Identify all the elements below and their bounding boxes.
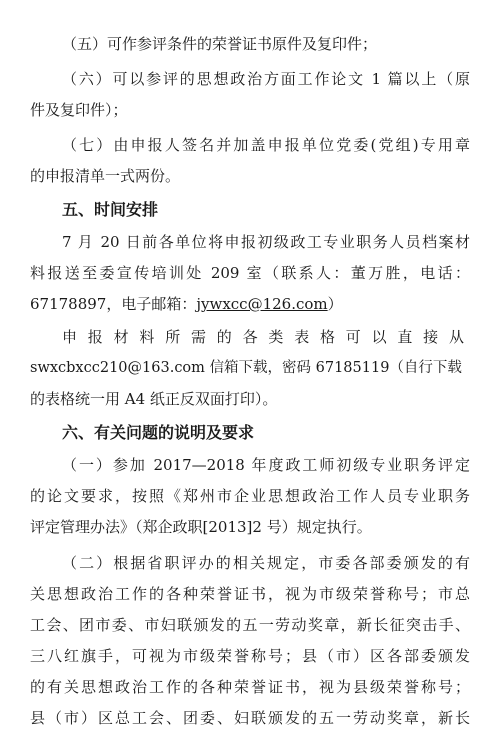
item-6-line-2: 件及复印件）；: [30, 101, 128, 119]
schedule-line-2: 料报送至委宣传培训处 209 室（联系人：董万胜，电话：: [30, 264, 470, 282]
forms-line-3: 的表格统一用 A4 纸正反双面打印）。: [30, 390, 278, 408]
requirement-1-line-2: 的论文要求，按照《郑州市企业思想政治工作人员专业职务: [30, 487, 470, 505]
item-6-line-1: （六）可以参评的思想政治方面工作论文 1 篇以上（原: [62, 70, 470, 88]
section-6-heading: 六、有关问题的说明及要求: [62, 423, 255, 442]
contact-email-link[interactable]: jywxcc@126.com: [196, 295, 328, 313]
schedule-line-3: [30, 294, 470, 314]
requirement-2-line-5: 的有关思想政治工作的各种荣誉证书，视为县级荣誉称号；: [30, 678, 470, 696]
requirement-2-line-2: 关思想政治工作的各种荣誉证书，视为市级荣誉称号；市总: [30, 585, 470, 603]
requirement-2-line-1: （二）根据省职评办的相关规定，市委各部委颁发的有: [62, 554, 470, 572]
schedule-line-1: 7 月 20 日前各单位将申报初级政工专业职务人员档案材: [62, 233, 470, 251]
requirement-2-line-4: 三八红旗手，可视为市级荣誉称号；县（市）区各部委颁发: [30, 647, 470, 665]
forms-line-2: swxcbxcc210@163.com 信箱下载，密码 67185119（自行下载: [30, 360, 462, 376]
schedule-line-3-suffix: ）: [327, 295, 343, 313]
section-5-heading: 五、时间安排: [62, 200, 159, 219]
requirement-1-line-1: （一）参加 2017—2018 年度政工师初级专业职务评定: [62, 456, 470, 474]
item-7-line-2: 的申报清单一式两份。: [30, 167, 181, 185]
forms-line-1: 申报材料所需的各类表格可以直接从: [62, 328, 470, 346]
requirement-1-line-3: 评定管理办法》（郑企政职[2013]2 号）规定执行。: [30, 518, 372, 536]
requirement-2-line-3: 工会、团市委、市妇联颁发的五一劳动奖章，新长征突击手、: [30, 616, 470, 634]
item-7-line-1: （七）由申报人签名并加盖申报单位党委(党组)专用章: [62, 136, 470, 154]
item-5-line: （五）可作参评条件的荣誉证书原件及复印件；: [62, 35, 378, 53]
requirement-2-line-6: 县（市）区总工会、团委、妇联颁发的五一劳动奖章，新长: [30, 709, 470, 727]
schedule-line-3-prefix: 67178897，电子邮箱：: [30, 295, 197, 313]
